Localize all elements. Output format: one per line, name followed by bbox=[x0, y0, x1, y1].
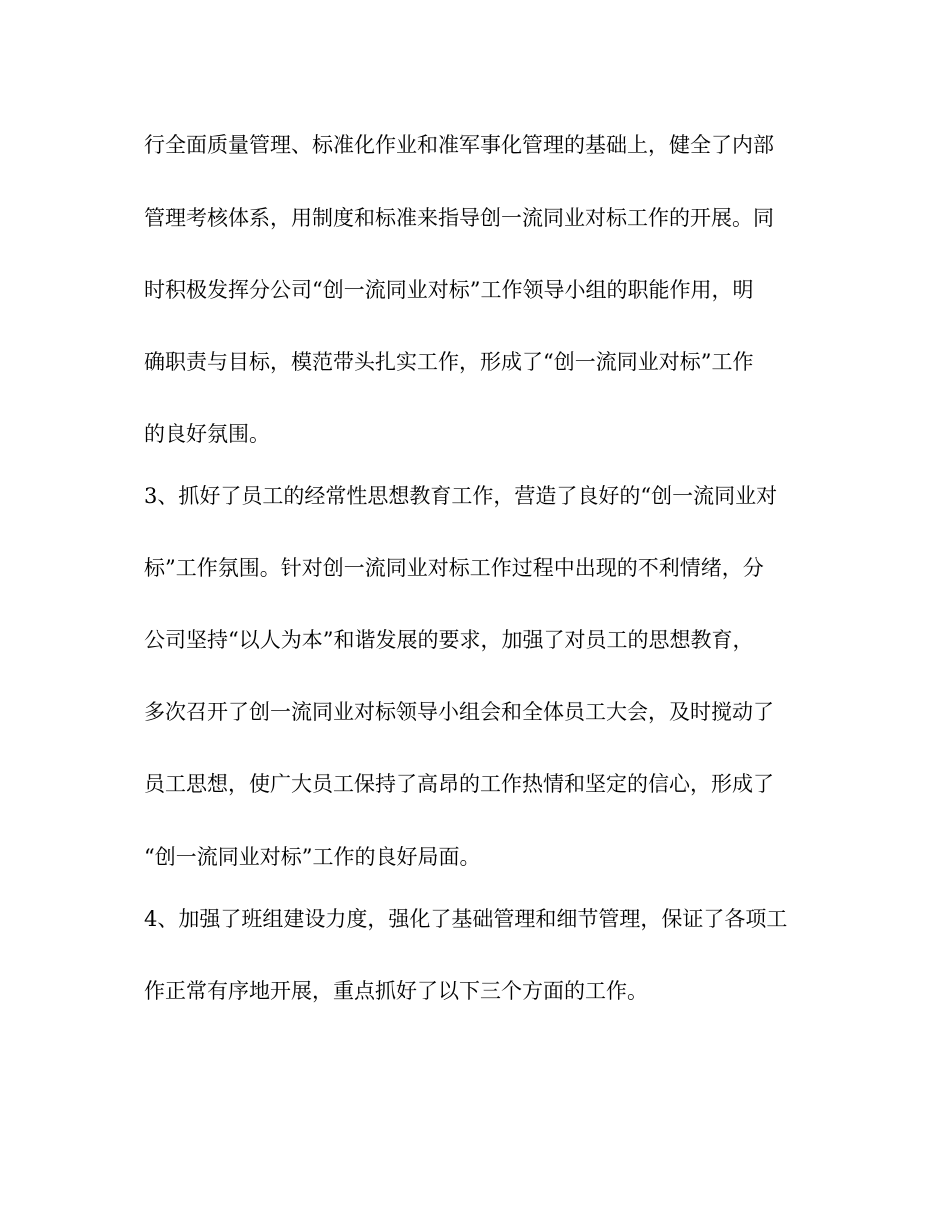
paragraph-line: 行全面质量管理、标准化作业和准军事化管理的基础上，健全了内部 bbox=[144, 133, 774, 157]
paragraph-line: “创一流同业对标”工作的良好局面。 bbox=[144, 845, 481, 869]
paragraph-line: 公司坚持“以人为本”和谐发展的要求，加强了对员工的思想教育， bbox=[144, 628, 754, 652]
paragraph-line: 员工思想，使广大员工保持了高昂的工作热情和坚定的信心，形成了 bbox=[144, 772, 774, 796]
paragraph-line: 管理考核体系，用制度和标准来指导创一流同业对标工作的开展。同 bbox=[144, 206, 774, 230]
paragraph-line: 4、加强了班组建设力度，强化了基础管理和细节管理，保证了各项工 bbox=[144, 907, 788, 931]
paragraph-line: 多次召开了创一流同业对标领导小组会和全体员工大会，及时搅动了 bbox=[144, 700, 774, 724]
paragraph-line: 3、抓好了员工的经常性思想教育工作，营造了良好的“创一流同业对 bbox=[144, 484, 778, 508]
paragraph-line: 的良好氛围。 bbox=[144, 422, 270, 446]
paragraph-line: 确职责与目标，模范带头扎实工作，形成了“创一流同业对标”工作 bbox=[144, 350, 754, 374]
paragraph-line: 时积极发挥分公司“创一流同业对标”工作领导小组的职能作用，明 bbox=[144, 278, 754, 302]
paragraph-line: 标”工作氛围。针对创一流同业对标工作过程中出现的不利情绪，分 bbox=[144, 556, 764, 580]
paragraph-line: 作正常有序地开展，重点抓好了以下三个方面的工作。 bbox=[144, 979, 648, 1003]
